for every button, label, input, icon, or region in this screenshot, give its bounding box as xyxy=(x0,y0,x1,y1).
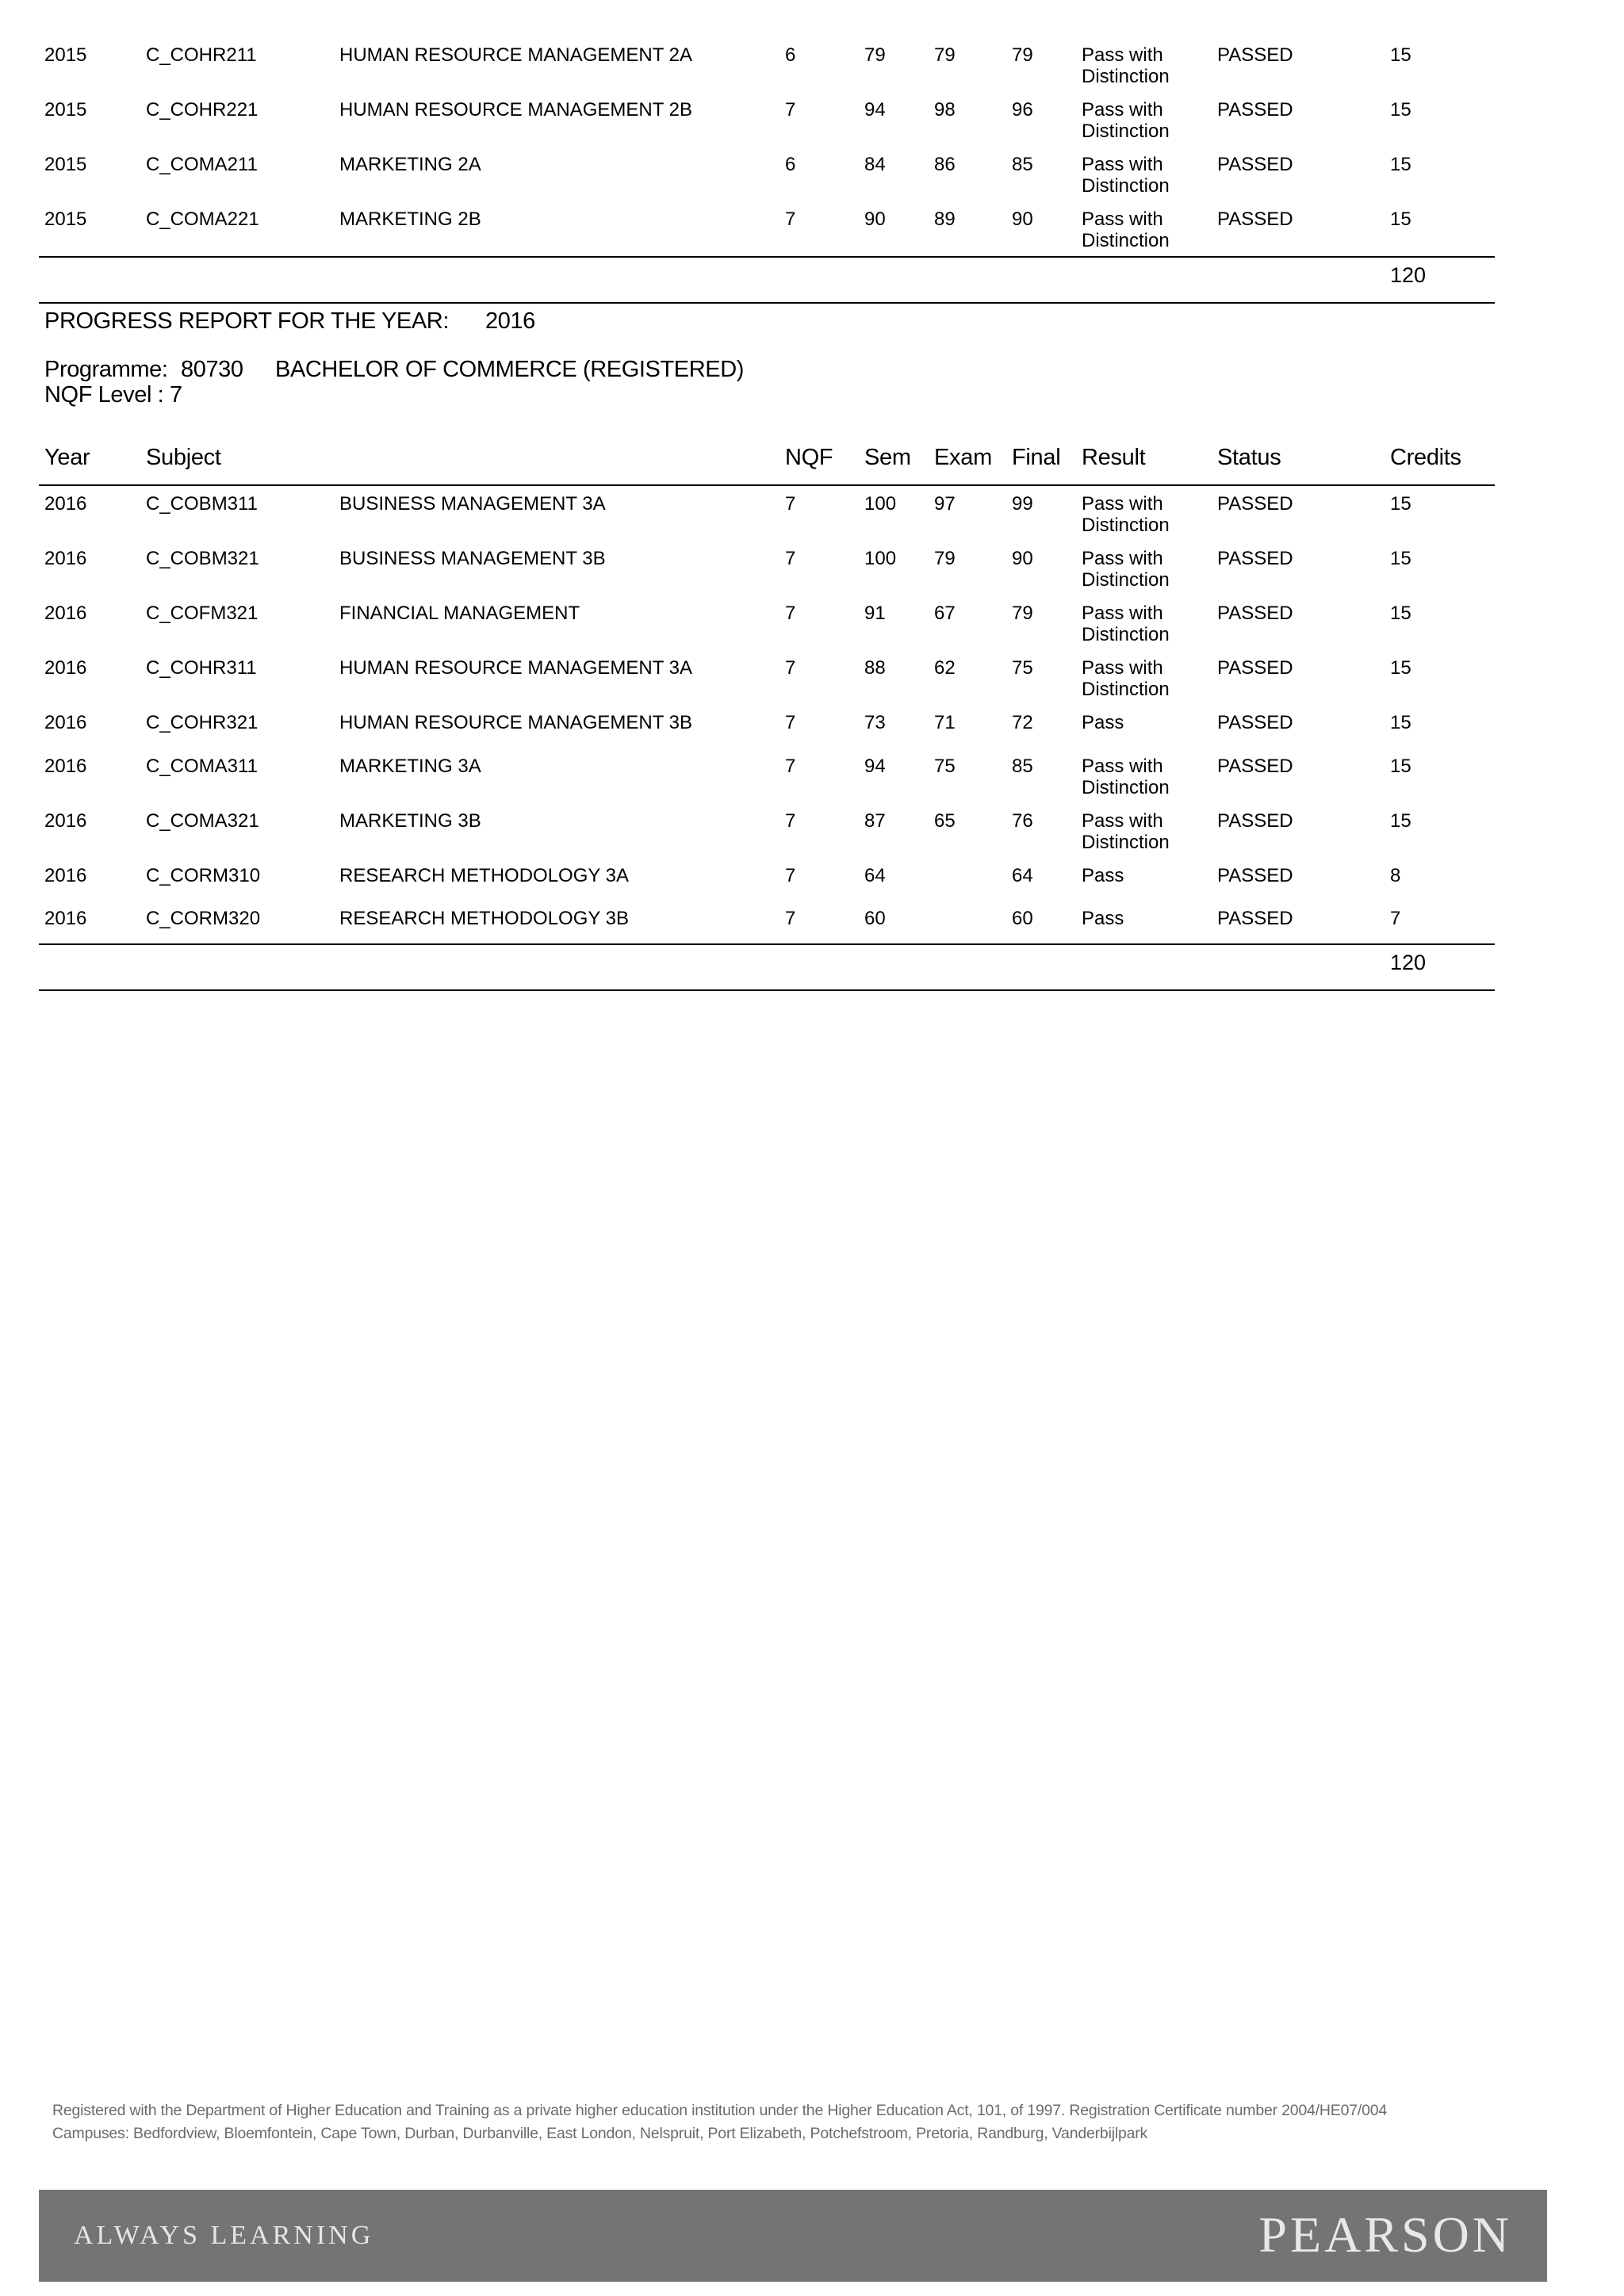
result-cell: Pass xyxy=(1082,908,1124,929)
result-cell-line2: Distinction xyxy=(1082,230,1170,251)
result-cell: Pass with xyxy=(1082,548,1163,569)
result-cell-line2: Distinction xyxy=(1082,66,1170,87)
subject-cell: MARKETING 3A xyxy=(339,756,481,777)
total-rule xyxy=(39,989,1495,991)
nqf-cell: 7 xyxy=(785,712,796,733)
programme-label: Programme: xyxy=(44,357,168,382)
sem-cell: 91 xyxy=(864,603,886,624)
sem-cell: 94 xyxy=(864,756,886,777)
table-row xyxy=(0,44,1624,92)
result-cell: Pass with xyxy=(1082,209,1163,230)
exam-cell: 98 xyxy=(934,99,956,121)
final-cell: 85 xyxy=(1012,756,1033,777)
table-row xyxy=(0,712,1624,760)
total-credits-2016: 120 xyxy=(1390,951,1427,974)
table-row xyxy=(0,209,1624,256)
year-cell: 2016 xyxy=(44,603,87,624)
nqf-cell: 7 xyxy=(785,756,796,777)
status-cell: PASSED xyxy=(1217,603,1293,624)
final-cell: 75 xyxy=(1012,657,1033,679)
subject-cell: FINANCIAL MANAGEMENT xyxy=(339,603,580,624)
nqf-cell: 7 xyxy=(785,908,796,929)
status-cell: PASSED xyxy=(1217,908,1293,929)
code-cell: C_COHR221 xyxy=(146,99,259,121)
exam-cell: 89 xyxy=(934,209,956,230)
registration-note: Registered with the Department of Higher Education and Training as a private higher education institution under the Higher Education Act, 101, of 1997. Registration Certificate number 2004/HE07/004 xyxy=(52,2102,1388,2119)
column-header-exam: Exam xyxy=(934,445,992,470)
code-cell: C_COMA311 xyxy=(146,756,258,777)
year-cell: 2016 xyxy=(44,756,87,777)
credits-cell: 15 xyxy=(1390,209,1411,230)
column-header-result: Result xyxy=(1082,445,1146,470)
programme-code: 80730 xyxy=(181,357,243,382)
column-header-year: Year xyxy=(44,445,90,470)
year-cell: 2015 xyxy=(44,44,87,66)
exam-cell: 62 xyxy=(934,657,956,679)
result-cell-line2: Distinction xyxy=(1082,515,1170,536)
year-cell: 2016 xyxy=(44,865,87,886)
nqf-level: NQF Level : 7 xyxy=(44,382,182,408)
credits-cell: 15 xyxy=(1390,493,1411,515)
status-cell: PASSED xyxy=(1217,865,1293,886)
year-cell: 2016 xyxy=(44,908,87,929)
table-row xyxy=(0,548,1624,595)
status-cell: PASSED xyxy=(1217,548,1293,569)
year-cell: 2016 xyxy=(44,657,87,679)
result-cell: Pass with xyxy=(1082,810,1163,832)
status-cell: PASSED xyxy=(1217,44,1293,66)
code-cell: C_COHR311 xyxy=(146,657,257,679)
credits-cell: 8 xyxy=(1390,865,1401,886)
code-cell: C_COMA211 xyxy=(146,154,258,175)
nqf-cell: 7 xyxy=(785,99,796,121)
subject-cell: HUMAN RESOURCE MANAGEMENT 3B xyxy=(339,712,692,733)
subject-cell: BUSINESS MANAGEMENT 3B xyxy=(339,548,606,569)
table-row xyxy=(0,657,1624,705)
subject-cell: RESEARCH METHODOLOGY 3A xyxy=(339,865,629,886)
credits-cell: 7 xyxy=(1390,908,1401,929)
table-row xyxy=(0,154,1624,201)
final-cell: 90 xyxy=(1012,209,1033,230)
footer-banner xyxy=(39,2190,1547,2282)
exam-cell: 71 xyxy=(934,712,956,733)
exam-cell: 97 xyxy=(934,493,956,515)
credits-cell: 15 xyxy=(1390,603,1411,624)
subject-cell: MARKETING 2A xyxy=(339,154,481,175)
code-cell: C_COHR321 xyxy=(146,712,259,733)
column-header-status: Status xyxy=(1217,445,1281,470)
column-header-final: Final xyxy=(1012,445,1061,470)
table-row xyxy=(0,493,1624,541)
status-cell: PASSED xyxy=(1217,756,1293,777)
nqf-cell: 6 xyxy=(785,154,796,175)
table-row xyxy=(0,603,1624,650)
nqf-cell: 6 xyxy=(785,44,796,66)
code-cell: C_COHR211 xyxy=(146,44,257,66)
result-cell-line2: Distinction xyxy=(1082,832,1170,853)
sem-cell: 60 xyxy=(864,908,886,929)
credits-cell: 15 xyxy=(1390,44,1411,66)
result-cell: Pass with xyxy=(1082,44,1163,66)
result-cell: Pass with xyxy=(1082,493,1163,515)
final-cell: 79 xyxy=(1012,44,1033,66)
sem-cell: 87 xyxy=(864,810,886,832)
result-cell-line2: Distinction xyxy=(1082,777,1170,798)
table-row xyxy=(0,756,1624,803)
result-cell: Pass with xyxy=(1082,657,1163,679)
code-cell: C_CORM310 xyxy=(146,865,261,886)
sem-cell: 79 xyxy=(864,44,886,66)
result-cell: Pass with xyxy=(1082,756,1163,777)
subject-cell: RESEARCH METHODOLOGY 3B xyxy=(339,908,629,929)
campuses-note: Campuses: Bedfordview, Bloemfontein, Cape Town, Durban, Durbanville, East London, Nelspruit, Port Elizabeth, Potchefstroom, Pretoria, Randburg, Vanderbijlpark xyxy=(52,2125,1148,2142)
credits-cell: 15 xyxy=(1390,548,1411,569)
nqf-cell: 7 xyxy=(785,865,796,886)
exam-cell: 67 xyxy=(934,603,956,624)
credits-cell: 15 xyxy=(1390,712,1411,733)
nqf-cell: 7 xyxy=(785,657,796,679)
credits-cell: 15 xyxy=(1390,657,1411,679)
subject-cell: MARKETING 2B xyxy=(339,209,481,230)
status-cell: PASSED xyxy=(1217,154,1293,175)
sem-cell: 94 xyxy=(864,99,886,121)
final-cell: 60 xyxy=(1012,908,1033,929)
final-cell: 72 xyxy=(1012,712,1033,733)
result-cell: Pass xyxy=(1082,865,1124,886)
result-cell: Pass with xyxy=(1082,603,1163,624)
code-cell: C_COFM321 xyxy=(146,603,259,624)
exam-cell: 86 xyxy=(934,154,956,175)
header-rule xyxy=(39,484,1495,486)
table-row xyxy=(0,908,1624,955)
column-header-sem: Sem xyxy=(864,445,911,470)
result-cell-line2: Distinction xyxy=(1082,569,1170,591)
nqf-cell: 7 xyxy=(785,603,796,624)
table-bottom-rule xyxy=(39,943,1495,945)
final-cell: 96 xyxy=(1012,99,1033,121)
code-cell: C_COMA221 xyxy=(146,209,259,230)
exam-cell: 75 xyxy=(934,756,956,777)
year-cell: 2015 xyxy=(44,209,87,230)
final-cell: 64 xyxy=(1012,865,1033,886)
code-cell: C_COBM321 xyxy=(146,548,259,569)
pearson-logo: PEARSON xyxy=(1258,2206,1512,2263)
table-row xyxy=(0,99,1624,147)
sem-cell: 90 xyxy=(864,209,886,230)
year-cell: 2016 xyxy=(44,548,87,569)
final-cell: 85 xyxy=(1012,154,1033,175)
final-cell: 76 xyxy=(1012,810,1033,832)
year-cell: 2015 xyxy=(44,154,87,175)
column-header-credits: Credits xyxy=(1390,445,1461,470)
table-row xyxy=(0,810,1624,858)
result-cell-line2: Distinction xyxy=(1082,679,1170,700)
slogan-text: ALWAYS LEARNING xyxy=(74,2221,374,2250)
column-header-nqf: NQF xyxy=(785,445,833,470)
sem-cell: 88 xyxy=(864,657,886,679)
subject-cell: BUSINESS MANAGEMENT 3A xyxy=(339,493,606,515)
nqf-cell: 7 xyxy=(785,493,796,515)
credits-cell: 15 xyxy=(1390,810,1411,832)
column-header-subject: Subject xyxy=(146,445,221,470)
table-bottom-rule xyxy=(39,256,1495,258)
code-cell: C_CORM320 xyxy=(146,908,261,929)
result-cell-line2: Distinction xyxy=(1082,624,1170,645)
progress-report-year: 2016 xyxy=(485,308,535,334)
subject-cell: HUMAN RESOURCE MANAGEMENT 2A xyxy=(339,44,692,66)
status-cell: PASSED xyxy=(1217,810,1293,832)
sem-cell: 73 xyxy=(864,712,886,733)
result-cell-line2: Distinction xyxy=(1082,175,1170,197)
exam-cell: 65 xyxy=(934,810,956,832)
subject-cell: HUMAN RESOURCE MANAGEMENT 2B xyxy=(339,99,692,121)
code-cell: C_COMA321 xyxy=(146,810,259,832)
status-cell: PASSED xyxy=(1217,209,1293,230)
year-cell: 2016 xyxy=(44,712,87,733)
sem-cell: 100 xyxy=(864,493,897,515)
nqf-cell: 7 xyxy=(785,209,796,230)
status-cell: PASSED xyxy=(1217,99,1293,121)
exam-cell: 79 xyxy=(934,44,956,66)
subject-cell: HUMAN RESOURCE MANAGEMENT 3A xyxy=(339,657,692,679)
sem-cell: 100 xyxy=(864,548,897,569)
year-cell: 2016 xyxy=(44,810,87,832)
result-cell-line2: Distinction xyxy=(1082,121,1170,142)
status-cell: PASSED xyxy=(1217,493,1293,515)
final-cell: 79 xyxy=(1012,603,1033,624)
total-rule xyxy=(39,302,1495,304)
result-cell: Pass with xyxy=(1082,154,1163,175)
nqf-cell: 7 xyxy=(785,548,796,569)
code-cell: C_COBM311 xyxy=(146,493,258,515)
credits-cell: 15 xyxy=(1390,756,1411,777)
progress-report-heading: PROGRESS REPORT FOR THE YEAR: xyxy=(44,308,449,334)
year-cell: 2016 xyxy=(44,493,87,515)
programme-name: BACHELOR OF COMMERCE (REGISTERED) xyxy=(275,357,745,382)
final-cell: 90 xyxy=(1012,548,1033,569)
year-cell: 2015 xyxy=(44,99,87,121)
total-credits-2015: 120 xyxy=(1390,263,1427,287)
nqf-cell: 7 xyxy=(785,810,796,832)
final-cell: 99 xyxy=(1012,493,1033,515)
status-cell: PASSED xyxy=(1217,712,1293,733)
table-row xyxy=(0,865,1624,913)
status-cell: PASSED xyxy=(1217,657,1293,679)
sem-cell: 64 xyxy=(864,865,886,886)
sem-cell: 84 xyxy=(864,154,886,175)
exam-cell: 79 xyxy=(934,548,956,569)
credits-cell: 15 xyxy=(1390,99,1411,121)
result-cell: Pass xyxy=(1082,712,1124,733)
result-cell: Pass with xyxy=(1082,99,1163,121)
credits-cell: 15 xyxy=(1390,154,1411,175)
subject-cell: MARKETING 3B xyxy=(339,810,481,832)
